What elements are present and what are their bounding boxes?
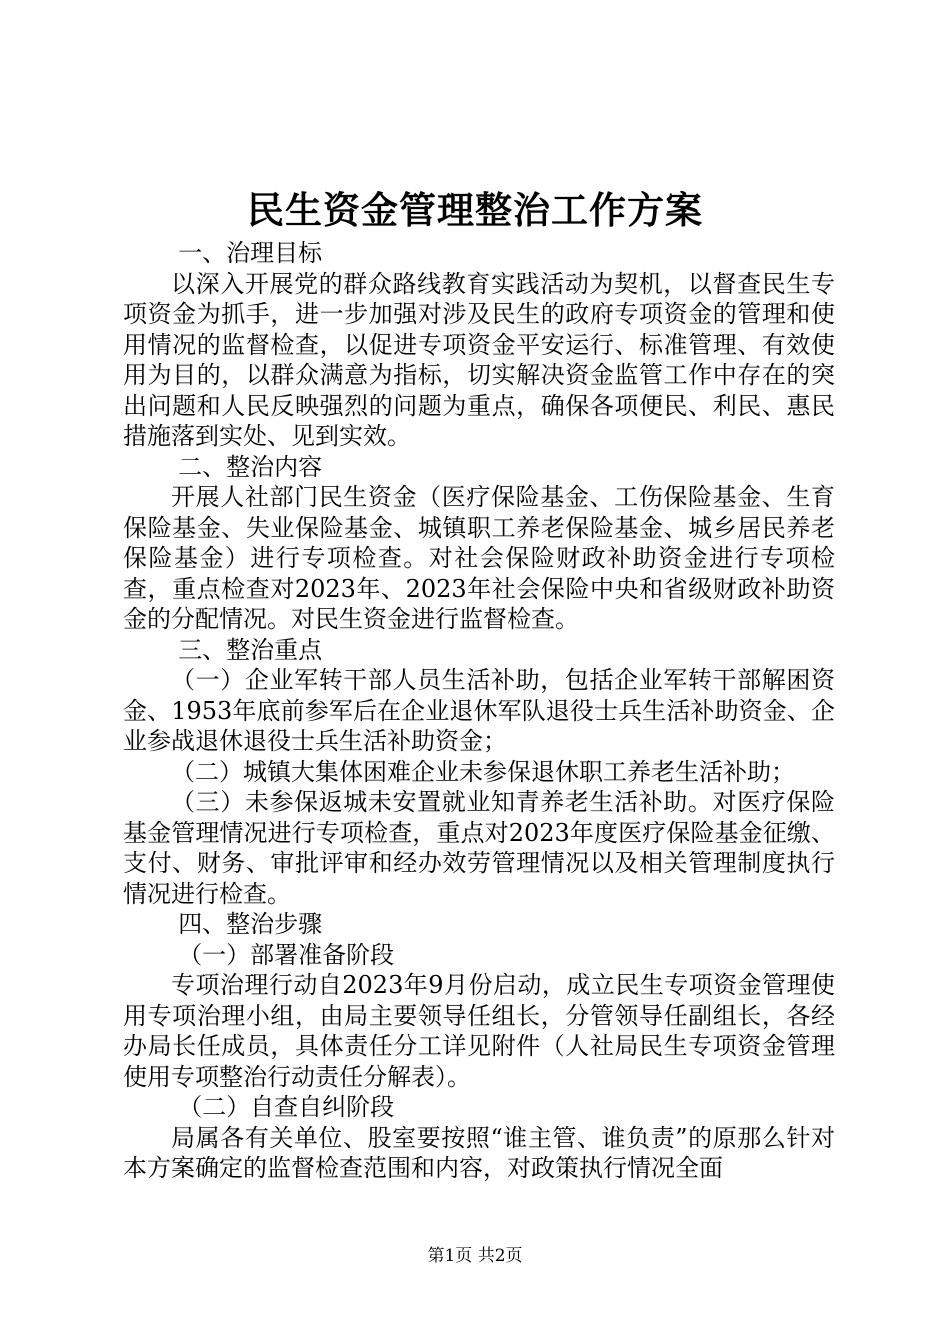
- paragraph: 以深入开展党的群众路线教育实践活动为契机，以督查民生专项资金为抓手，进一步加强对涉及民生的政府专项资金的管理和使用情况的监督检查，以促进专项资金平安运行、标准管理、有效使用为目的，以群众满意为指标，切实解决资金监管工作中存在的突出问题和人民反映强烈的问题为重点，确保各项便民、利民、惠民措施落到实处、见到实效。: [123, 269, 835, 450]
- paragraph: （三）未参保返城未安置就业知青养老生活补助。对医疗保险基金管理情况进行专项检查，重点对2023年度医疗保险基金征缴、支付、财务、审批评审和经办效劳管理情况以及相关管理制度执行情况进行检查。: [123, 788, 835, 908]
- section-heading: 四、整治步骤: [178, 910, 323, 938]
- subsection-heading: （二）自查自纠阶段: [178, 1093, 395, 1121]
- paragraph: 局属各有关单位、股室要按照“谁主管、谁负责”的原那么针对本方案确定的监督检查范围和内容，对政策执行情况全面: [123, 1123, 835, 1182]
- paragraph: （二）城镇大集体困难企业未参保退休职工养老生活补助；: [171, 757, 795, 786]
- document-body: [123, 238, 835, 1184]
- document-title: 民生资金管理整治工作方案: [247, 188, 703, 232]
- paragraph: （一）企业军转干部人员生活补助，包括企业军转干部解困资金、1953年底前参军后在企业退休军队退役士兵生活补助资金、企业参战退休退役士兵生活补助资金；: [123, 666, 835, 755]
- subsection-heading: （一）部署准备阶段: [178, 940, 395, 969]
- paragraph: 专项治理行动自2023年9月份启动，成立民生专项资金管理使用专项治理小组，由局主要领导任组长，分管领导任副组长，各经办局长任成员，具体责任分工详见附件（人社局民生专项资金管理使用专项整治行动责任分解表）。: [123, 971, 835, 1091]
- page-number: 第1页 共2页: [427, 1246, 523, 1266]
- section-heading: 三、整治重点: [178, 635, 323, 664]
- section-heading: 一、治理目标: [178, 239, 323, 267]
- paragraph: 开展人社部门民生资金（医疗保险基金、工伤保险基金、生育保险基金、失业保险基金、城镇职工养老保险基金、城乡居民养老保险基金）进行专项检查。对社会保险财政补助资金进行专项检查，重点检查对2023年、2023年社会保险中央和省级财政补助资金的分配情况。对民生资金进行监督检查。: [123, 483, 835, 633]
- section-heading: 二、整治内容: [178, 452, 323, 481]
